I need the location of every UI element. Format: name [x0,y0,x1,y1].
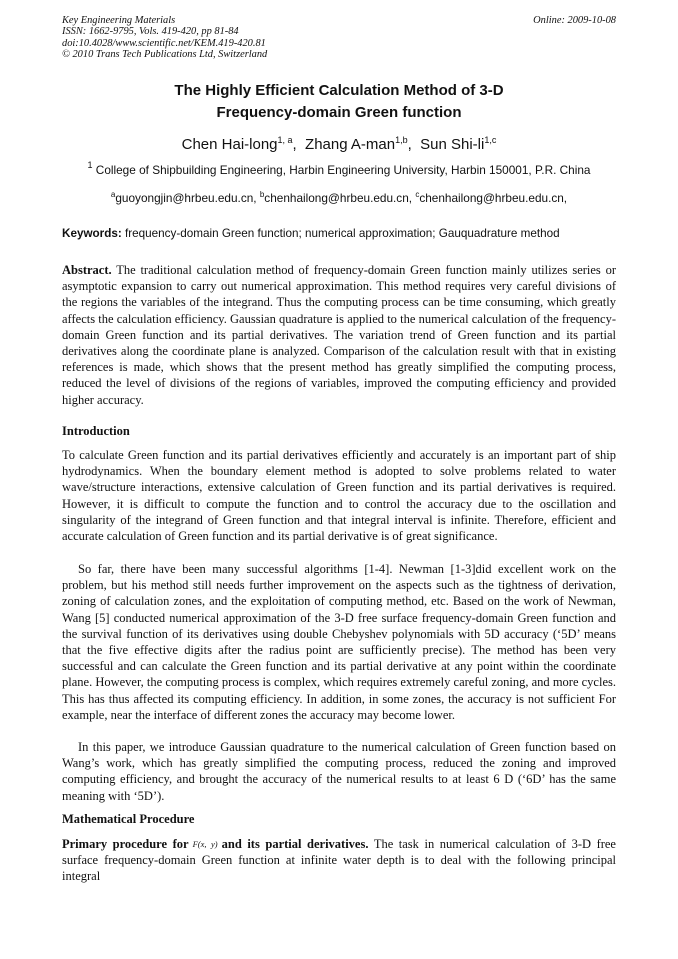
introduction-paragraph-1: To calculate Green function and its partial derivatives efficiently and accurately is an important part of ship hydrodynamics. When the boundary element method is adopted to solve problems related to water wave/structure interactions, extensive calculation of Green function and its partial derivatives is required. However, it is difficult to compute the function and to control the accuracy due to the oscillation and singularity of the integrand of Green function and that integral interval is infinite. Therefore, efficient and accurate calculation of Green function and its partial derivative is of great significance. [62,448,616,544]
online-date: Online: 2009-10-08 [533,15,616,26]
abstract-text: The traditional calculation method of frequency-domain Green function mainly utilizes series or asymptotic expansion to carry out numerical approximation. This method requires very careful divisions of the regions the variables of the integrand. Thus the computing process can be time consuming, which greatly affects the calculation efficiency. Gaussian quadrature is applied to the numerical calculation of the frequency-domain Green function and its partial derivatives. The variation trend of Green function and its partial derivatives along the coordinate plane is analyzed. Comparison of the calculation result with that in existing references is made, which shows that the present method has greatly simplified the computing process, reduced the level of divisions of the regions of variables, improved the computing efficiency and provided higher accuracy. [62,263,616,407]
math-text: The task in numerical calculation of 3-D free surface frequency-domain Green function at infinite water depth is to deal with the following principal integral [62,837,616,884]
author-separator: , [292,136,301,153]
keywords-label: Keywords: [62,227,122,240]
journal-name: Key Engineering Materials [62,15,176,26]
author-sup: 1,b [395,135,408,145]
doi-line[interactable]: doi:10.4028/www.scientific.net/KEM.419-420.81 [62,37,266,49]
math-subheading: Primary procedure for [62,837,189,851]
introduction-paragraph-3: In this paper, we introduce Gaussian quadrature to the numerical calculation of Green function based on Wang’s work, which has greatly simplified the computing process, reduced the zoning and improved computing efficiency, and brought the accuracy of the numerical results to at least 6 D (‘6D’ has the same meaning with ‘5D’). [62,740,616,803]
affiliation-sup: 1 [87,160,93,170]
keywords [62,227,616,240]
copyright-line: © 2010 Trans Tech Publications Ltd, Switzerland [62,49,268,61]
fxy-symbol: F(x, y) [192,839,218,849]
email-address[interactable]: guoyongjin@hrbeu.edu.cn, [115,191,260,205]
email-address[interactable]: chenhailong@hrbeu.edu.cn, [419,191,568,205]
author-name: Zhang A-man [305,136,396,153]
paper-title [62,80,616,124]
author-sup: 1,c [484,135,497,145]
affiliation-text: College of Shipbuilding Engineering, Harbin Engineering University, Harbin 150001, P.R. China [95,163,591,177]
author-name: Chen Hai-long [181,136,278,153]
email-list [62,191,616,205]
affiliation [62,160,616,177]
introduction-heading: Introduction [62,424,130,438]
abstract [62,262,616,408]
email-address[interactable]: chenhailong@hrbeu.edu.cn, [264,191,416,205]
issn-line: ISSN: 1662-9795, Vols. 419-420, pp 81-84 [62,26,239,38]
journal-header [62,15,616,61]
author-name: Sun Shi-li [420,136,485,153]
math-heading: Mathematical Procedure [62,812,195,826]
email-sup: a [110,190,116,199]
email-sup: b [259,190,265,199]
math-subheading-tail: and its partial derivatives. [221,837,369,851]
title-line-1: The Highly Efficient Calculation Method of 3-D [174,82,504,99]
math-paragraph [62,836,616,885]
keywords-text: frequency-domain Green function; numerical approximation; Gauquadrature method [125,227,560,240]
email-sup: c [415,190,420,199]
author-separator: , [407,136,416,153]
abstract-label: Abstract. [62,263,112,277]
title-line-2: Frequency-domain Green function [216,104,462,121]
author-list [62,136,616,154]
author-sup: 1, a [277,135,293,145]
introduction-paragraph-2: So far, there have been many successful algorithms [1-4]. Newman [1-3]did excellent work on the problem, but his method still needs further improvement on the aspects such as the tightness of derivation, zoning of calculation zones, and the exploitation of computing method, etc. Based on the work of Newman, Wang [5] conducted numerical approximation of the 3-D free surface frequency-domain Green function and the survival function of its derivatives using double Chebyshev polynomials with 5D accuracy (‘5D’ means that the five effective digits after the radius point are sufficiently precise). The method has been very successful and can calculate the Green function and its partial derivative at any point within the coordinate plane. However, the computing process is complex, which requires extremely careful zoning, and more cycles. This has thus affected its computing efficiency. In addition, in some zones, the accuracy is not sufficient For example, near the interface of different zones the accuracy may become lower. [62,562,616,722]
